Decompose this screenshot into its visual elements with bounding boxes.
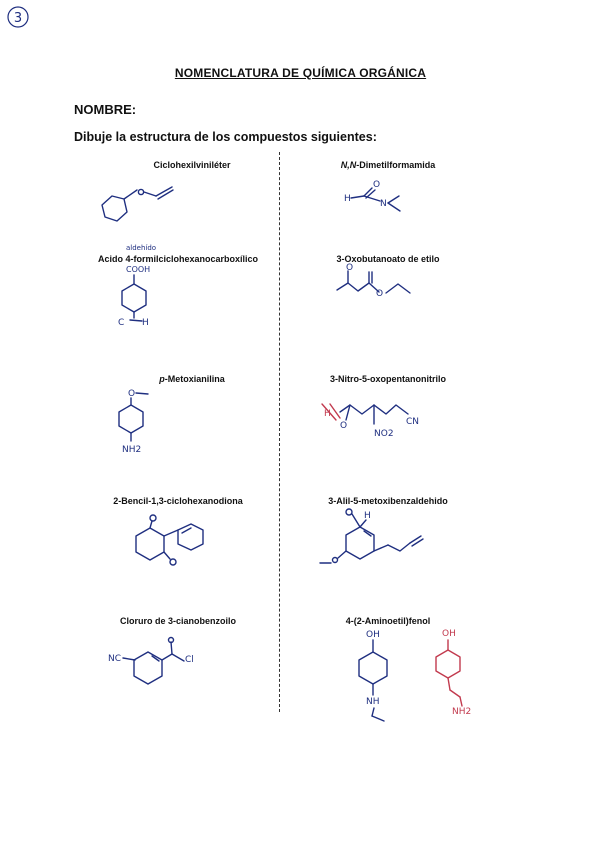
name-label: NOMBRE:	[74, 102, 137, 117]
structure-acido-formilciclohexano	[118, 265, 150, 328]
svg-text:N: N	[380, 199, 387, 209]
structure-metoxianilina	[119, 389, 148, 455]
instructions: Dibuje la estructura de los compuestos siguientes:	[74, 130, 377, 144]
compound-name-7: 2-Bencil-1,3-ciclohexanodiona	[113, 496, 243, 506]
compound-name-10: 4-(2-Aminoetil)fenol	[345, 616, 431, 626]
structure-cloruro-cianobenzoilo	[108, 638, 194, 685]
svg-text:O: O	[128, 389, 136, 399]
svg-text:OH: OH	[442, 629, 456, 639]
structure-aminoetilfenol-blue	[359, 630, 387, 721]
svg-text:NH2: NH2	[122, 445, 142, 455]
compound-name-3: Acido 4-formilciclohexanocarboxílico	[97, 254, 259, 264]
compound-name-4: 3-Oxobutanoato de etilo	[336, 254, 440, 264]
svg-text:NH2: NH2	[452, 707, 472, 717]
svg-text:H: H	[364, 511, 371, 521]
svg-text:C: C	[118, 318, 125, 328]
svg-text:H: H	[344, 194, 351, 204]
svg-text:O: O	[340, 421, 348, 431]
compound-name-8: 3-Alil-5-metoxibenzaldehido	[328, 496, 448, 506]
svg-text:NO2: NO2	[374, 429, 394, 439]
svg-text:O: O	[346, 263, 354, 273]
structure-dimetilformamida	[344, 180, 400, 211]
structure-nitro-oxopentanonitrilo	[322, 404, 419, 439]
svg-text:Cl: Cl	[185, 655, 194, 665]
compound-name-5: p-Metoxianilina	[159, 374, 225, 384]
svg-text:H: H	[324, 409, 331, 419]
structure-alil-metoxibenzaldehido	[320, 509, 423, 563]
structure-bencil-ciclohexanodiona	[136, 515, 203, 565]
compound-name-6: 3-Nitro-5-oxopentanonitrilo	[330, 374, 446, 384]
structure-oxobutanoato-etilo	[337, 263, 410, 299]
svg-text:H: H	[142, 318, 149, 328]
svg-text:O: O	[376, 289, 384, 299]
structure-ciclohexilvinileter	[102, 187, 173, 221]
page-number: 3	[13, 11, 23, 26]
page-title: NOMENCLATURA DE QUÍMICA ORGÁNICA	[174, 66, 427, 80]
compound-name-9: Cloruro de 3-cianobenzoilo	[119, 616, 236, 626]
handwritten-annotation: aldehído	[126, 244, 157, 252]
svg-text:OH: OH	[366, 630, 380, 640]
compound-name-2: N,N-Dimetilformamida	[340, 160, 436, 170]
svg-text:O: O	[373, 180, 381, 190]
svg-text:CN: CN	[406, 417, 420, 427]
compound-name-1: Ciclohexilviniléter	[153, 160, 231, 170]
structure-aminoetilfenol-red	[436, 629, 471, 717]
svg-text:COOH: COOH	[126, 265, 151, 274]
svg-text:NC: NC	[108, 654, 122, 664]
svg-text:NH: NH	[366, 697, 380, 707]
